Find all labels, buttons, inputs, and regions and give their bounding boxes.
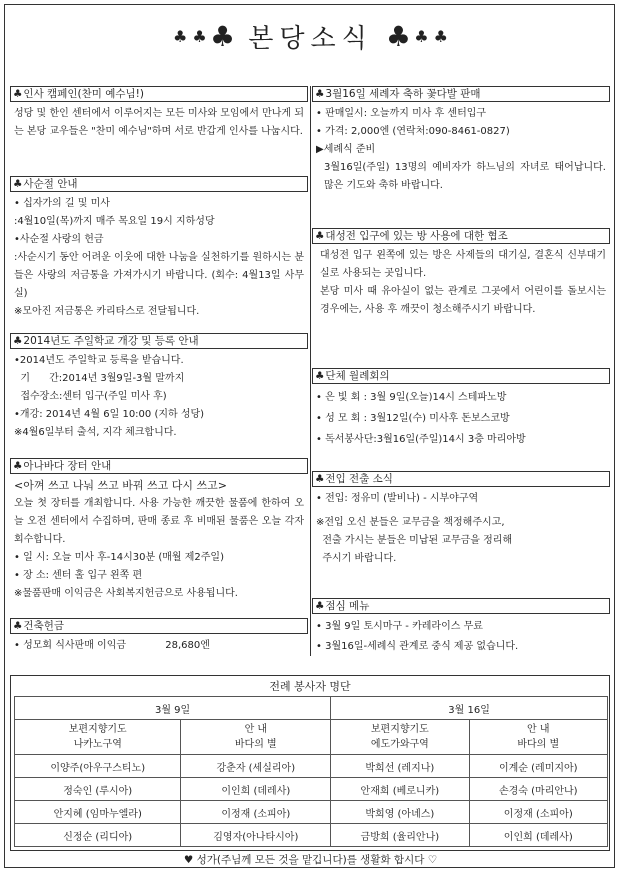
list-item: • 전입: 정유미 (발비나) - 시부야구역: [316, 493, 479, 504]
building-fund-section: [10, 618, 308, 655]
lunch-menu-section: [312, 598, 610, 657]
fund-item: • 성모회 식사판매 이익금: [14, 640, 127, 651]
roster-title: 전례 봉사자 명단: [269, 680, 351, 693]
club-icon: ♣: [315, 88, 325, 100]
section-header: ♣3월16일 세례자 축하 꽃다발 판매: [312, 86, 610, 102]
list-item: •개강: 2014년 4월 6일 10:00 (지하 성당): [14, 409, 205, 420]
club-icon: ♣ ♣: [173, 27, 207, 46]
fund-amount: 28,680엔: [165, 640, 210, 651]
paragraph: 본당 미사 때 유아실이 없는 관계로 그곳에서 어린이를 돌보시는 경우에는, 사용 후 깨끗이 청소해주시기 바랍니다.: [320, 286, 606, 315]
table-row: 이양주(아우구스티노) 강춘자 (세실리아) 박희선 (레지나) 이계순 (레미지아): [15, 755, 608, 778]
list-item: 접수장소:센터 입구(주일 미사 후): [14, 391, 167, 402]
list-item: 기 간:2014년 3월9일-3월 말까지: [14, 373, 185, 384]
table-row: 신정순 (리디아) 김영자(아나타시아) 금방희 (율리안나) 이인희 (데레사): [15, 824, 608, 847]
column-divider: [310, 86, 311, 656]
list-item: • 3월16일-세례식 관계로 중식 제공 없습니다.: [316, 641, 519, 652]
club-icon: ♣: [385, 20, 412, 53]
list-item: •사순절 사랑의 헌금: [14, 234, 104, 245]
lent-section: [10, 176, 308, 321]
club-icon: ♣: [315, 230, 325, 242]
list-item: • 성 모 회 : 3월12일(수) 미사후 돈보스코방: [316, 413, 510, 424]
subheading: ▶세례식 준비: [316, 144, 376, 155]
section-header: ♣인사 캠페인(찬미 예수님!): [10, 86, 308, 102]
list-item: • 독서봉사단:3월16일(주일)14시 3층 마리아방: [316, 434, 526, 445]
column-header: 안 내 바다의 별: [469, 720, 607, 755]
list-item: :사순시기 동안 어려운 이웃에 대한 나눔을 실천하기를 원하시는 분들은 사랑의 저금통을 가져가시기 바랍니다. (회수: 4월13일 사무실): [14, 252, 304, 299]
column-header: 보편지향기도 나카노구역: [15, 720, 181, 755]
footer-slogan: ♥ 성가(주님께 모든 것을 맡깁니다)를 생활화 합시다 ♡: [183, 854, 438, 866]
list-item: • 판매일시: 오늘까지 미사 후 센터입구: [316, 108, 487, 119]
sunday-school-section: [10, 333, 308, 442]
duty-roster: [10, 675, 610, 851]
note: 전출 가시는 분들은 미납된 교무금을 정리해: [316, 535, 513, 546]
date-header: 3월 16일: [331, 697, 608, 720]
table-row: 안지혜 (임마누엘라) 이정재 (소피아) 박희영 (아녜스) 이정재 (소피아): [15, 801, 608, 824]
room-usage-section: [312, 228, 610, 319]
page-title: [0, 18, 621, 55]
note: ※물품판매 이익금은 사회복지헌금으로 사용됩니다.: [14, 588, 238, 599]
column-header: 보편지향기도 에도가와구역: [331, 720, 469, 755]
paragraph: 성당 및 한인 센터에서 이루어지는 모든 미사와 모임에서 만나게 되는 본당 교우들은 "찬미 예수님"하며 서로 반갑게 인사를 나눕시다.: [14, 108, 304, 137]
slogan: <아껴 쓰고 나눠 쓰고 바꿔 쓰고 다시 쓰고>: [14, 479, 227, 492]
paragraph: 대성전 입구 왼쪽에 있는 방은 사제들의 대기실, 결혼식 신부대기실로 사용되는 곳입니다.: [320, 250, 606, 279]
section-header: ♣점심 메뉴: [312, 598, 610, 614]
bouquet-section: [312, 86, 610, 195]
list-item: • 은 빛 회 : 3월 9일(오늘)14시 스테파노방: [316, 392, 507, 403]
section-header: ♣대성전 입구에 있는 방 사용에 대한 협조: [312, 228, 610, 244]
transfer-section: [312, 471, 610, 568]
title-text: 본당소식: [248, 24, 373, 54]
list-item: • 십자가의 길 및 미사: [14, 198, 110, 209]
club-icon: ♣: [209, 20, 236, 53]
table-row: 정숙인 (루시아) 이인희 (데레사) 안재희 (베로니카) 손경숙 (마리안나): [15, 778, 608, 801]
note: ※전입 오신 분들은 교무금을 책정해주시고,: [316, 517, 505, 528]
greeting-section: [10, 86, 308, 141]
paragraph: 오늘 첫 장터를 개최합니다. 사용 가능한 깨끗한 물품에 한하여 오늘 오전 센터에서 수집하며, 판매 종료 후 비매된 물품은 오늘 각자 회수합니다.: [14, 498, 304, 545]
note: ※모아진 저금통은 카리타스로 전달됩니다.: [14, 306, 200, 317]
club-icon: ♣: [315, 370, 325, 382]
section-header: ♣아나바다 장터 안내: [10, 458, 308, 474]
section-header: ♣2014년도 주일학교 개강 및 등록 안내: [10, 333, 308, 349]
section-header: ♣건축헌금: [10, 618, 308, 634]
note: 주시기 바랍니다.: [316, 553, 397, 564]
paragraph: 3월16일(주일) 13명의 예비자가 하느님의 자녀로 태어납니다. 많은 기도와 축하 바랍니다.: [324, 162, 606, 191]
club-icon: ♣ ♣: [414, 27, 448, 46]
club-icon: ♣: [13, 460, 23, 472]
column-header: 안 내 바다의 별: [181, 720, 331, 755]
section-header: ♣사순절 안내: [10, 176, 308, 192]
club-icon: ♣: [13, 178, 23, 190]
club-icon: ♣: [13, 335, 23, 347]
club-icon: ♣: [13, 620, 23, 632]
flea-market-section: [10, 458, 308, 603]
section-header: ♣단체 월례회의: [312, 368, 610, 384]
list-item: • 3월 9일 토시마구 - 카레라이스 무료: [316, 621, 483, 632]
roster-table: [14, 696, 608, 847]
club-icon: ♣: [13, 88, 23, 100]
list-item: • 가격: 2,000엔 (연락처:090-8461-0827): [316, 126, 510, 137]
list-item: :4월10일(목)까지 매주 목요일 19시 지하성당: [14, 216, 215, 227]
list-item: • 장 소: 센터 홀 입구 왼쪽 편: [14, 570, 143, 581]
meetings-section: [312, 368, 610, 450]
section-header: ♣전입 전출 소식: [312, 471, 610, 487]
date-header: 3월 9일: [15, 697, 331, 720]
club-icon: ♣: [315, 600, 325, 612]
list-item: • 일 시: 오늘 미사 후-14시30분 (매월 제2주일): [14, 552, 224, 563]
list-item: •2014년도 주일학교 등록을 받습니다.: [14, 355, 184, 366]
note: ※4월6일부터 출석, 지각 체크합니다.: [14, 427, 177, 438]
club-icon: ♣: [315, 473, 325, 485]
